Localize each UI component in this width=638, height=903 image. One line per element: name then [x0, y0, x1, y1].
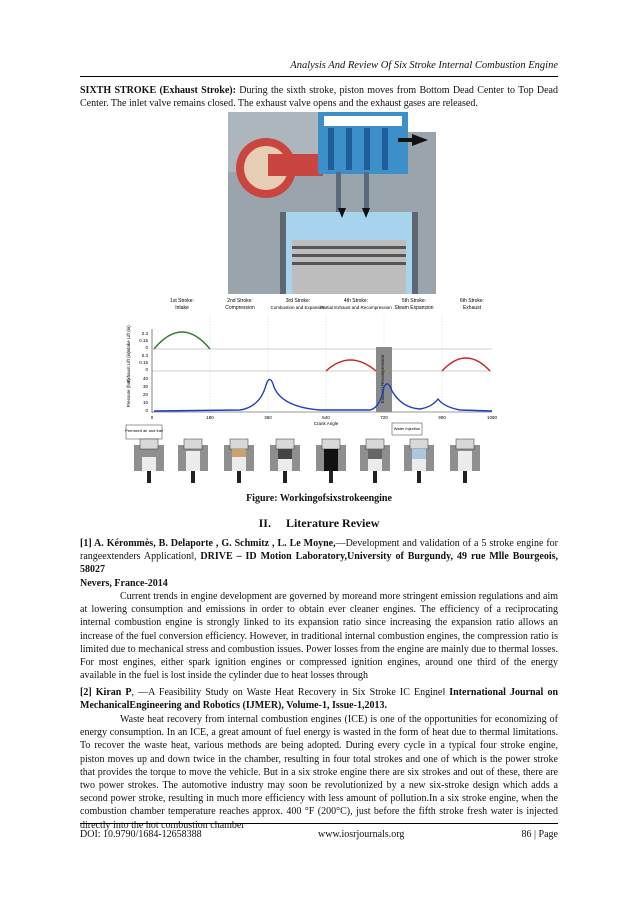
pressure-label: Pressure (bar)	[126, 378, 131, 408]
water-label: Water Injection	[393, 426, 421, 431]
pressure-tick: 20	[142, 392, 148, 397]
intake-tick: 0.15	[139, 338, 148, 343]
stroke-4-name: Partial Exhaust and Recompression	[320, 305, 392, 310]
footer-doi: DOI: 10.9790/1684-12658388	[80, 829, 202, 840]
ref2-venue: International Journal on MechanicalEngineering and Robotics (IJMER), Volume-1, Issue-1,2013.	[80, 687, 559, 712]
figure-caption: Figure: Workingofsixstrokeengine	[246, 493, 392, 504]
header-rule	[80, 76, 558, 77]
crank-tick: 900	[438, 415, 446, 420]
exhaust-tick: 0.3	[141, 353, 148, 358]
stroke-2-title: 2nd Stroke:	[227, 298, 253, 304]
pressure-tick: 40	[142, 376, 148, 381]
sixth-stroke-text: During the sixth stroke, piston moves from Bottom Dead Center to Top Dead Center. The inlet valve remains closed. The exhaust valve opens and the exhaust gases are released.	[80, 85, 558, 110]
footer-rule	[80, 823, 558, 824]
ref1-authors: [1] A. Kérommès, B. Delaporte , G. Schmitz , L. Le Moyne,	[80, 538, 336, 549]
ref1-title: ―Development and validation of a 5 stroke engine for rangeextenders Application‖,	[80, 538, 559, 563]
stroke-3-name: Combustion and Expansion	[270, 305, 326, 310]
intake-lift-label: Intake Lift (in)	[126, 325, 131, 353]
ref1-text: Current trends in engine development are governed by moreand more stringent emission regulations and aim at lowering consumption and emissions in order to obtain ever cleaner engines. The efficiency of a reciprocating internal combustion engine is strongly linked to its expansion ratio since increasing the expansion ratio allows an increase of the fuel conversion efficiency. However, in traditional internal combustion engines, the compression ratio is limited due to mechanical stress and combustion issues. Power losses from the engine are mainly due to thermal losses. For most engines, either spark ignition engines or compressed ignition engines, around one third of the energy available in the fuel is lost inside the cylinder due to heat losses through	[80, 591, 558, 682]
exhaust-lift-label: Exhaust Lift (in)	[126, 351, 131, 383]
stroke-6-name: Exhaust	[462, 305, 482, 311]
pressure-tick: 10	[142, 400, 148, 405]
crank-tick: 0	[150, 415, 154, 420]
premixed-label: Premixed air and fuel	[125, 428, 163, 433]
footer-site: www.iosrjournals.org	[318, 829, 405, 840]
stroke-1-name: Intake	[175, 305, 189, 311]
engine-cross-section-figure	[228, 112, 436, 294]
reference-1-body	[80, 590, 558, 682]
crank-tick: 720	[380, 415, 388, 420]
pressure-tick: 30	[142, 384, 148, 389]
recompression-label: Exhaust Recompression	[380, 354, 385, 404]
intake-tick: 0.3	[141, 331, 148, 336]
sixth-stroke-paragraph	[80, 84, 558, 110]
reference-1-citation	[80, 537, 558, 590]
crank-tick: 360	[264, 415, 272, 420]
crank-tick: 1080	[486, 415, 498, 420]
exhaust-tick: 0	[145, 367, 148, 372]
reference-2-body	[80, 713, 558, 832]
ref1-place: Nevers, France-2014	[80, 577, 168, 589]
stroke-4-title: 4th Stroke:	[343, 298, 369, 304]
stroke-5-name: Steam Expansion	[394, 305, 434, 311]
ref2-text: Waste heat recovery from internal combustion engines (ICE) is one of the opportunities for economizing of energy consumption. In an ICE, a great amount of fuel energy is wasted in the form of heat due to thermal limitations. To recover the waste heat, various methods are being adopted. During every cycle in a typical four stroke engine, piston moves up and down twice in the chamber, resulting in four total strokes and one of which is the power stroke that provides the torque to move the vehicle. But in a six stroke engine there are six strokes and out of these, there are two power strokes. The automotive industry may soon be revolutionized by a new six-stroke design which adds a second power stroke, resulting in much more efficiency with less amount of pollution.In a six stroke engine, when the combustion chamber temperature reaches approx. 400 °F (200°C), just before the fifth stroke fresh water is injected directly into the hot combustion chamber	[80, 714, 558, 831]
section-title: Literature Review	[285, 516, 380, 530]
stroke-3-title: 3rd Stroke:	[285, 298, 311, 304]
stroke-6-title: 6th Stroke:	[459, 298, 485, 304]
stroke-5-title: 5th Stroke:	[401, 298, 427, 304]
ref2-title: , ―A Feasibility Study on Waste Heat Recovery in Six Stroke IC Engine‖	[131, 687, 450, 698]
running-header: Analysis And Review Of Six Stroke Internal Combustion Engine	[290, 60, 558, 71]
ref2-author: [2] Kiran P	[80, 687, 132, 698]
ref1-venue: DRIVE – ID Motion Laboratory,University of Burgundy, 49 rue Mlle Bourgeois, 58027	[80, 551, 558, 576]
stroke-2-name: Compression	[225, 305, 255, 311]
six-stroke-diagram	[120, 295, 502, 487]
crank-angle-label: Crank Angle	[313, 421, 339, 426]
footer-page: 86 | Page	[521, 829, 558, 840]
stroke-1-title: 1st Stroke:	[170, 298, 194, 304]
exhaust-tick: 0.15	[139, 360, 148, 365]
crank-tick: 180	[206, 415, 214, 420]
intake-tick: 0	[145, 345, 148, 350]
section-number: II.	[258, 516, 271, 530]
reference-2-citation	[80, 686, 558, 712]
pressure-tick: 0	[145, 408, 148, 413]
crank-tick: 540	[322, 415, 330, 420]
section-heading	[80, 516, 558, 531]
sixth-stroke-heading: SIXTH STROKE (Exhaust Stroke):	[80, 85, 236, 96]
